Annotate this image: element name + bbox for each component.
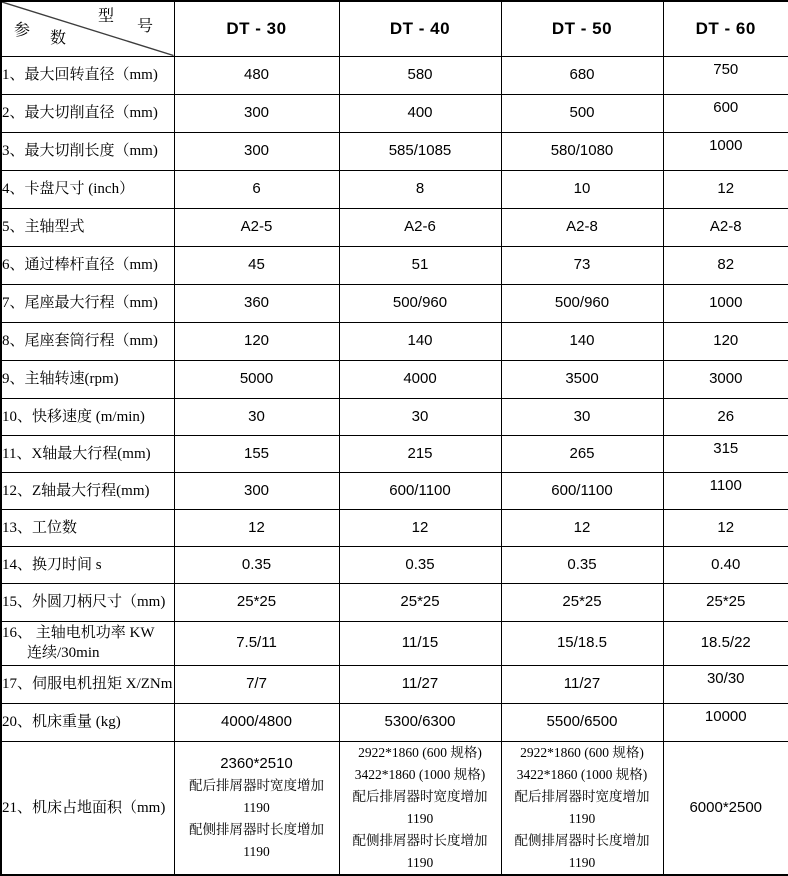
value-text: 10 — [502, 178, 663, 200]
value-cell — [663, 621, 788, 665]
value-cell — [501, 665, 663, 703]
value-cell — [174, 665, 339, 703]
param-label-cell — [1, 284, 174, 322]
value-cell — [501, 56, 663, 94]
value-text: 580 — [340, 64, 501, 86]
spec-row — [1, 360, 788, 398]
spec-row — [1, 583, 788, 621]
value-text: 500 — [502, 102, 663, 124]
spec-row — [1, 741, 788, 875]
value-cell — [663, 94, 788, 132]
param-label-text: 3、最大切削长度（mm) — [2, 141, 174, 161]
param-label-text: 10、快移速度 (m/min) — [2, 407, 174, 427]
param-label-cell — [1, 583, 174, 621]
value-text: 4000 — [340, 368, 501, 390]
value-text: 12 — [340, 517, 501, 539]
value-cell — [501, 621, 663, 665]
value-cell — [174, 56, 339, 94]
value-text: 0.35 — [340, 554, 501, 576]
spec-row — [1, 703, 788, 741]
value-text: 585/1085 — [340, 140, 501, 162]
value-cell — [174, 621, 339, 665]
value-cell — [339, 360, 501, 398]
value-cell — [663, 741, 788, 875]
value-cell — [501, 703, 663, 741]
param-label-text: 7、尾座最大行程（mm) — [2, 293, 174, 313]
param-label-text: 6、通过棒杆直径（mm) — [2, 255, 174, 275]
value-text: 配侧排屑器时长度增加 1190 — [340, 830, 501, 874]
corner-model-char-2: 号 — [137, 18, 153, 36]
param-label-cell — [1, 132, 174, 170]
value-cell — [501, 435, 663, 472]
value-text: 51 — [340, 254, 501, 276]
value-text: 82 — [664, 254, 788, 276]
value-cell — [501, 583, 663, 621]
value-text: 315 — [664, 436, 788, 460]
param-label-text: 14、换刀时间 s — [2, 555, 174, 575]
value-text: 265 — [502, 443, 663, 465]
value-cell — [501, 546, 663, 583]
value-cell — [339, 56, 501, 94]
param-label-cell — [1, 360, 174, 398]
value-text: 配侧排屑器时长度增加 1190 — [502, 830, 663, 874]
value-cell — [663, 132, 788, 170]
value-text: 11/27 — [502, 673, 663, 695]
value-cell — [501, 360, 663, 398]
value-cell — [339, 703, 501, 741]
value-text: 45 — [175, 254, 339, 276]
value-cell — [501, 208, 663, 246]
value-text: 1100 — [664, 473, 788, 497]
spec-row — [1, 170, 788, 208]
param-label-cell — [1, 94, 174, 132]
value-cell — [663, 583, 788, 621]
param-label-text: 21、机床占地面积（mm) — [2, 798, 174, 818]
value-cell — [663, 398, 788, 435]
model-column-header-dt40: DT - 40 — [339, 1, 501, 56]
value-cell — [663, 170, 788, 208]
value-text: 600/1100 — [340, 480, 501, 502]
param-label-text: 12、Z轴最大行程(mm) — [2, 481, 174, 501]
spec-row — [1, 665, 788, 703]
value-text: 10000 — [664, 704, 788, 728]
value-text: 3422*1860 (1000 规格) — [502, 764, 663, 786]
value-text: 配后排屑器时宽度增加 1190 — [340, 786, 501, 830]
param-label-text: 2、最大切削直径（mm) — [2, 103, 174, 123]
value-text: A2-8 — [502, 216, 663, 238]
value-text: 580/1080 — [502, 140, 663, 162]
value-cell — [174, 583, 339, 621]
value-text: 配后排屑器时宽度增加 1190 — [175, 775, 339, 819]
value-cell — [339, 621, 501, 665]
value-text: 12 — [175, 517, 339, 539]
value-text: 0.40 — [664, 554, 788, 576]
value-cell — [663, 360, 788, 398]
value-cell — [174, 246, 339, 284]
value-text: 300 — [175, 480, 339, 502]
value-text: 5500/6500 — [502, 711, 663, 733]
value-text: 25*25 — [175, 591, 339, 613]
value-text: 配侧排屑器时长度增加 1190 — [175, 819, 339, 863]
value-text: 30/30 — [664, 666, 788, 690]
value-cell — [174, 398, 339, 435]
param-label-text: 16、 主轴电机功率 KW — [2, 623, 174, 643]
param-label-cell — [1, 322, 174, 360]
spec-row — [1, 546, 788, 583]
value-text: 7.5/11 — [175, 632, 339, 654]
value-cell — [339, 665, 501, 703]
value-cell — [174, 741, 339, 875]
param-label-text: 连续/30min — [2, 643, 174, 663]
value-text: 26 — [664, 406, 788, 428]
param-label-cell — [1, 703, 174, 741]
value-cell — [339, 509, 501, 546]
value-cell — [339, 472, 501, 509]
param-label-cell — [1, 170, 174, 208]
value-text: 120 — [664, 330, 788, 352]
value-cell — [663, 284, 788, 322]
param-label-cell — [1, 472, 174, 509]
value-text: 3500 — [502, 368, 663, 390]
value-text: A2-5 — [175, 216, 339, 238]
value-text: 600 — [664, 95, 788, 119]
value-text: 18.5/22 — [664, 632, 788, 654]
value-text: 12 — [502, 517, 663, 539]
value-cell — [339, 583, 501, 621]
value-text: A2-6 — [340, 216, 501, 238]
value-cell — [339, 208, 501, 246]
value-text: 5000 — [175, 368, 339, 390]
table-body — [1, 56, 788, 875]
value-text: 600/1100 — [502, 480, 663, 502]
value-cell — [663, 208, 788, 246]
value-text: 140 — [340, 330, 501, 352]
value-cell — [501, 322, 663, 360]
value-cell — [663, 546, 788, 583]
value-cell — [663, 322, 788, 360]
value-text: 140 — [502, 330, 663, 352]
value-cell — [663, 665, 788, 703]
value-cell — [174, 509, 339, 546]
value-cell — [501, 472, 663, 509]
value-cell — [339, 546, 501, 583]
value-cell — [501, 741, 663, 875]
param-label-text: 17、伺服电机扭矩 X/ZNm — [2, 674, 174, 694]
param-label-text: 8、尾座套筒行程（mm) — [2, 331, 174, 351]
spec-row — [1, 509, 788, 546]
value-text: 300 — [175, 102, 339, 124]
value-text: 1000 — [664, 133, 788, 157]
param-label-cell — [1, 56, 174, 94]
value-cell — [501, 246, 663, 284]
param-label-cell — [1, 398, 174, 435]
value-text: 30 — [502, 406, 663, 428]
spec-row — [1, 94, 788, 132]
param-label-text: 9、主轴转速(rpm) — [2, 369, 174, 389]
value-cell — [174, 208, 339, 246]
corner-header-cell — [1, 1, 174, 56]
value-text: 120 — [175, 330, 339, 352]
model-column-header-dt60: DT - 60 — [663, 1, 788, 56]
value-text: 配后排屑器时宽度增加 1190 — [502, 786, 663, 830]
param-label-cell — [1, 665, 174, 703]
value-cell — [174, 703, 339, 741]
value-cell — [339, 398, 501, 435]
value-text: 6000*2500 — [664, 797, 788, 819]
value-text: 0.35 — [502, 554, 663, 576]
param-label-text: 11、X轴最大行程(mm) — [2, 444, 174, 464]
value-cell — [501, 398, 663, 435]
value-cell — [663, 509, 788, 546]
value-text: 12 — [664, 517, 788, 539]
value-text: 73 — [502, 254, 663, 276]
value-cell — [174, 94, 339, 132]
param-label-text: 4、卡盘尺寸 (inch） — [2, 179, 174, 199]
value-text: 3422*1860 (1000 规格) — [340, 764, 501, 786]
value-cell — [174, 322, 339, 360]
value-cell — [663, 246, 788, 284]
value-cell — [174, 546, 339, 583]
param-label-cell — [1, 741, 174, 875]
value-cell — [339, 170, 501, 208]
value-cell — [501, 132, 663, 170]
value-text: 680 — [502, 64, 663, 86]
value-cell — [339, 132, 501, 170]
model-column-header-dt50: DT - 50 — [501, 1, 663, 56]
value-text: 8 — [340, 178, 501, 200]
value-text: 360 — [175, 292, 339, 314]
model-column-header-dt30: DT - 30 — [174, 1, 339, 56]
param-label-text: 20、机床重量 (kg) — [2, 712, 174, 732]
value-cell — [501, 284, 663, 322]
value-cell — [663, 703, 788, 741]
value-cell — [339, 322, 501, 360]
value-cell — [663, 472, 788, 509]
value-text: 3000 — [664, 368, 788, 390]
value-text: 11/15 — [340, 632, 501, 654]
value-cell — [339, 741, 501, 875]
spec-row — [1, 132, 788, 170]
value-text: 5300/6300 — [340, 711, 501, 733]
spec-row — [1, 435, 788, 472]
value-text: 750 — [664, 57, 788, 81]
value-text: 2922*1860 (600 规格) — [340, 742, 501, 764]
param-label-text: 1、最大回转直径（mm) — [2, 65, 174, 85]
param-label-text: 5、主轴型式 — [2, 217, 174, 237]
spec-row — [1, 56, 788, 94]
value-text: 2922*1860 (600 规格) — [502, 742, 663, 764]
value-text: 30 — [340, 406, 501, 428]
value-cell — [174, 284, 339, 322]
param-label-cell — [1, 435, 174, 472]
value-cell — [174, 132, 339, 170]
value-text: 4000/4800 — [175, 711, 339, 733]
value-cell — [663, 56, 788, 94]
spec-row — [1, 284, 788, 322]
value-cell — [339, 246, 501, 284]
value-text: 1000 — [664, 292, 788, 314]
value-cell — [174, 435, 339, 472]
spec-row — [1, 472, 788, 509]
value-text: 30 — [175, 406, 339, 428]
value-cell — [174, 360, 339, 398]
header-row — [1, 1, 788, 56]
value-text: 0.35 — [175, 554, 339, 576]
value-text: 6 — [175, 178, 339, 200]
value-text: 12 — [664, 178, 788, 200]
value-text: 215 — [340, 443, 501, 465]
param-label-text: 15、外圆刀柄尺寸（mm) — [2, 592, 174, 612]
value-cell — [339, 435, 501, 472]
param-label-cell — [1, 621, 174, 665]
param-label-cell — [1, 246, 174, 284]
value-text: 500/960 — [340, 292, 501, 314]
value-cell — [501, 94, 663, 132]
value-text: 500/960 — [502, 292, 663, 314]
spec-row — [1, 621, 788, 665]
param-label-cell — [1, 509, 174, 546]
param-label-text: 13、工位数 — [2, 518, 174, 538]
value-cell — [663, 435, 788, 472]
value-cell — [501, 509, 663, 546]
spec-row — [1, 246, 788, 284]
corner-param-char-1: 参 — [14, 22, 30, 40]
value-text: 15/18.5 — [502, 632, 663, 654]
value-text: 400 — [340, 102, 501, 124]
spec-row — [1, 322, 788, 360]
value-cell — [339, 284, 501, 322]
value-text: 300 — [175, 140, 339, 162]
value-text: 155 — [175, 443, 339, 465]
value-text: 25*25 — [340, 591, 501, 613]
param-label-cell — [1, 546, 174, 583]
value-text: A2-8 — [664, 216, 788, 238]
value-text: 25*25 — [502, 591, 663, 613]
value-cell — [501, 170, 663, 208]
value-cell — [174, 170, 339, 208]
value-cell — [174, 472, 339, 509]
corner-model-char-1: 型 — [98, 8, 114, 26]
spec-row — [1, 398, 788, 435]
param-label-cell — [1, 208, 174, 246]
value-text: 11/27 — [340, 673, 501, 695]
value-text: 480 — [175, 64, 339, 86]
value-cell — [339, 94, 501, 132]
value-text: 2360*2510 — [175, 753, 339, 775]
value-text: 25*25 — [664, 591, 788, 613]
spec-row — [1, 208, 788, 246]
corner-param-char-2: 数 — [50, 30, 66, 48]
value-text: 7/7 — [175, 673, 339, 695]
